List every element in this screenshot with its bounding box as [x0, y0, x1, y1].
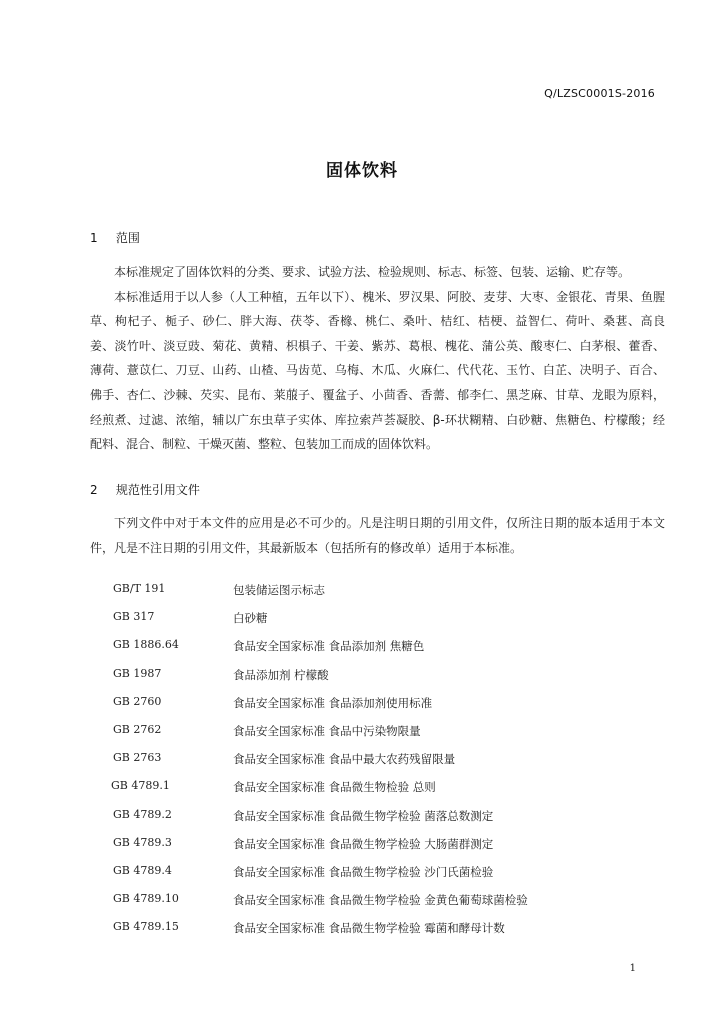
reference-code: GB 1886.64 [113, 638, 179, 652]
reference-title: 食品安全国家标准 食品微生物学检验 金黄色葡萄球菌检验 [233, 893, 528, 908]
reference-title: 食品安全国家标准 食品添加剂使用标准 [233, 695, 433, 710]
reference-code: GB 4789.3 [113, 835, 172, 849]
reference-item [0, 747, 724, 775]
reference-item [0, 663, 724, 691]
reference-item [0, 804, 724, 832]
reference-title: 白砂糖 [233, 611, 268, 626]
reference-code: GB 317 [113, 610, 155, 624]
reference-item [0, 916, 724, 944]
reference-title: 食品安全国家标准 食品微生物学检验 沙门氏菌检验 [233, 864, 494, 879]
reference-title: 食品安全国家标准 食品微生物学检验 大肠菌群测定 [233, 836, 494, 851]
reference-item [0, 634, 724, 662]
reference-title: 包装储运图示标志 [233, 583, 325, 597]
page-number: 1 [629, 963, 636, 974]
reference-item [0, 606, 724, 634]
section-2-title: 规范性引用文件 [115, 483, 200, 497]
reference-list [0, 578, 724, 944]
reference-title: 食品安全国家标准 食品中污染物限量 [233, 723, 421, 738]
reference-title: 食品安全国家标准 食品微生物检验 总则 [233, 780, 436, 795]
section-2-heading [90, 481, 200, 498]
section-2-number: 2 [90, 483, 98, 497]
references-intro-paragraph: 下列文件中对于本文件的应用是必不可少的。凡是注明日期的引用文件，仅所注日期的版本适用于本文件，凡是不注日期的引用文件，其最新版本（包括所有的修改单）适用于本标准。 [90, 516, 665, 555]
reference-code: GB 2760 [113, 694, 162, 708]
reference-code: GB 4789.2 [113, 807, 172, 821]
reference-item [0, 691, 724, 719]
reference-code: GB 4789.4 [113, 863, 172, 877]
reference-code: GB 2763 [113, 751, 162, 765]
reference-item [0, 578, 724, 606]
reference-title: 食品安全国家标准 食品中最大农药残留限量 [233, 752, 456, 767]
reference-item [0, 860, 724, 888]
section-1-number: 1 [90, 231, 98, 245]
reference-title: 食品安全国家标准 食品微生物学检验 霉菌和酵母计数 [233, 921, 505, 936]
reference-title: 食品安全国家标准 食品添加剂 焦糖色 [233, 639, 425, 654]
reference-code: GB/T 191 [113, 582, 166, 595]
reference-code: GB 2762 [113, 722, 162, 736]
reference-code: GB 1987 [113, 666, 162, 680]
reference-code: GB 4789.1 [111, 779, 170, 793]
section-1-heading [90, 229, 140, 246]
scope-paragraph-1: 本标准规定了固体饮料的分类、要求、试验方法、检验规则、标志、标签、包装、运输、贮存等。 [114, 265, 631, 279]
reference-code: GB 4789.15 [113, 920, 179, 934]
document-title: 固体饮料 [326, 161, 398, 181]
section-1-title: 范围 [115, 231, 140, 245]
reference-code: GB 4789.10 [113, 892, 179, 906]
reference-item [0, 888, 724, 916]
standard-code: Q/LZSC0001S-2016 [544, 87, 655, 100]
reference-item [0, 719, 724, 747]
reference-title: 食品安全国家标准 食品微生物学检验 菌落总数测定 [233, 808, 494, 823]
reference-item [0, 832, 724, 860]
reference-item [0, 775, 724, 803]
scope-paragraph-2: 本标准适用于以人参（人工种植，五年以下）、槐米、罗汉果、阿胶、麦芽、大枣、金银花、青果、鱼腥草、枸杞子、栀子、砂仁、胖大海、茯苓、香橼、桃仁、桑叶、桔红、桔梗、益智仁、荷叶、桑葚、高良姜、淡竹叶、淡豆豉、菊花、黄精、枳椇子、干姜、紫苏、葛根、槐花、蒲公英、酸枣仁、白茅根、藿香、薄荷、薏苡仁、刀豆、山药、山楂、马齿苋、乌梅、木瓜、火麻仁、代代花、玉竹、白芷、决明子、百合、佛手、杏仁、沙棘、芡实、昆布、莱菔子、覆盆子、小茴香、香薷、郁李仁、黑芝麻、甘草、龙眼为原料，经煎煮、过滤、浓缩，辅以广东虫草子实体、库拉索芦荟凝胶、β-环状糊精、白砂糖、焦糖色、柠檬酸；经配料、混合、制粒、干燥灭菌、整粒、包装加工而成的固体饮料。 [90, 289, 665, 452]
reference-title: 食品添加剂 柠檬酸 [233, 667, 329, 682]
